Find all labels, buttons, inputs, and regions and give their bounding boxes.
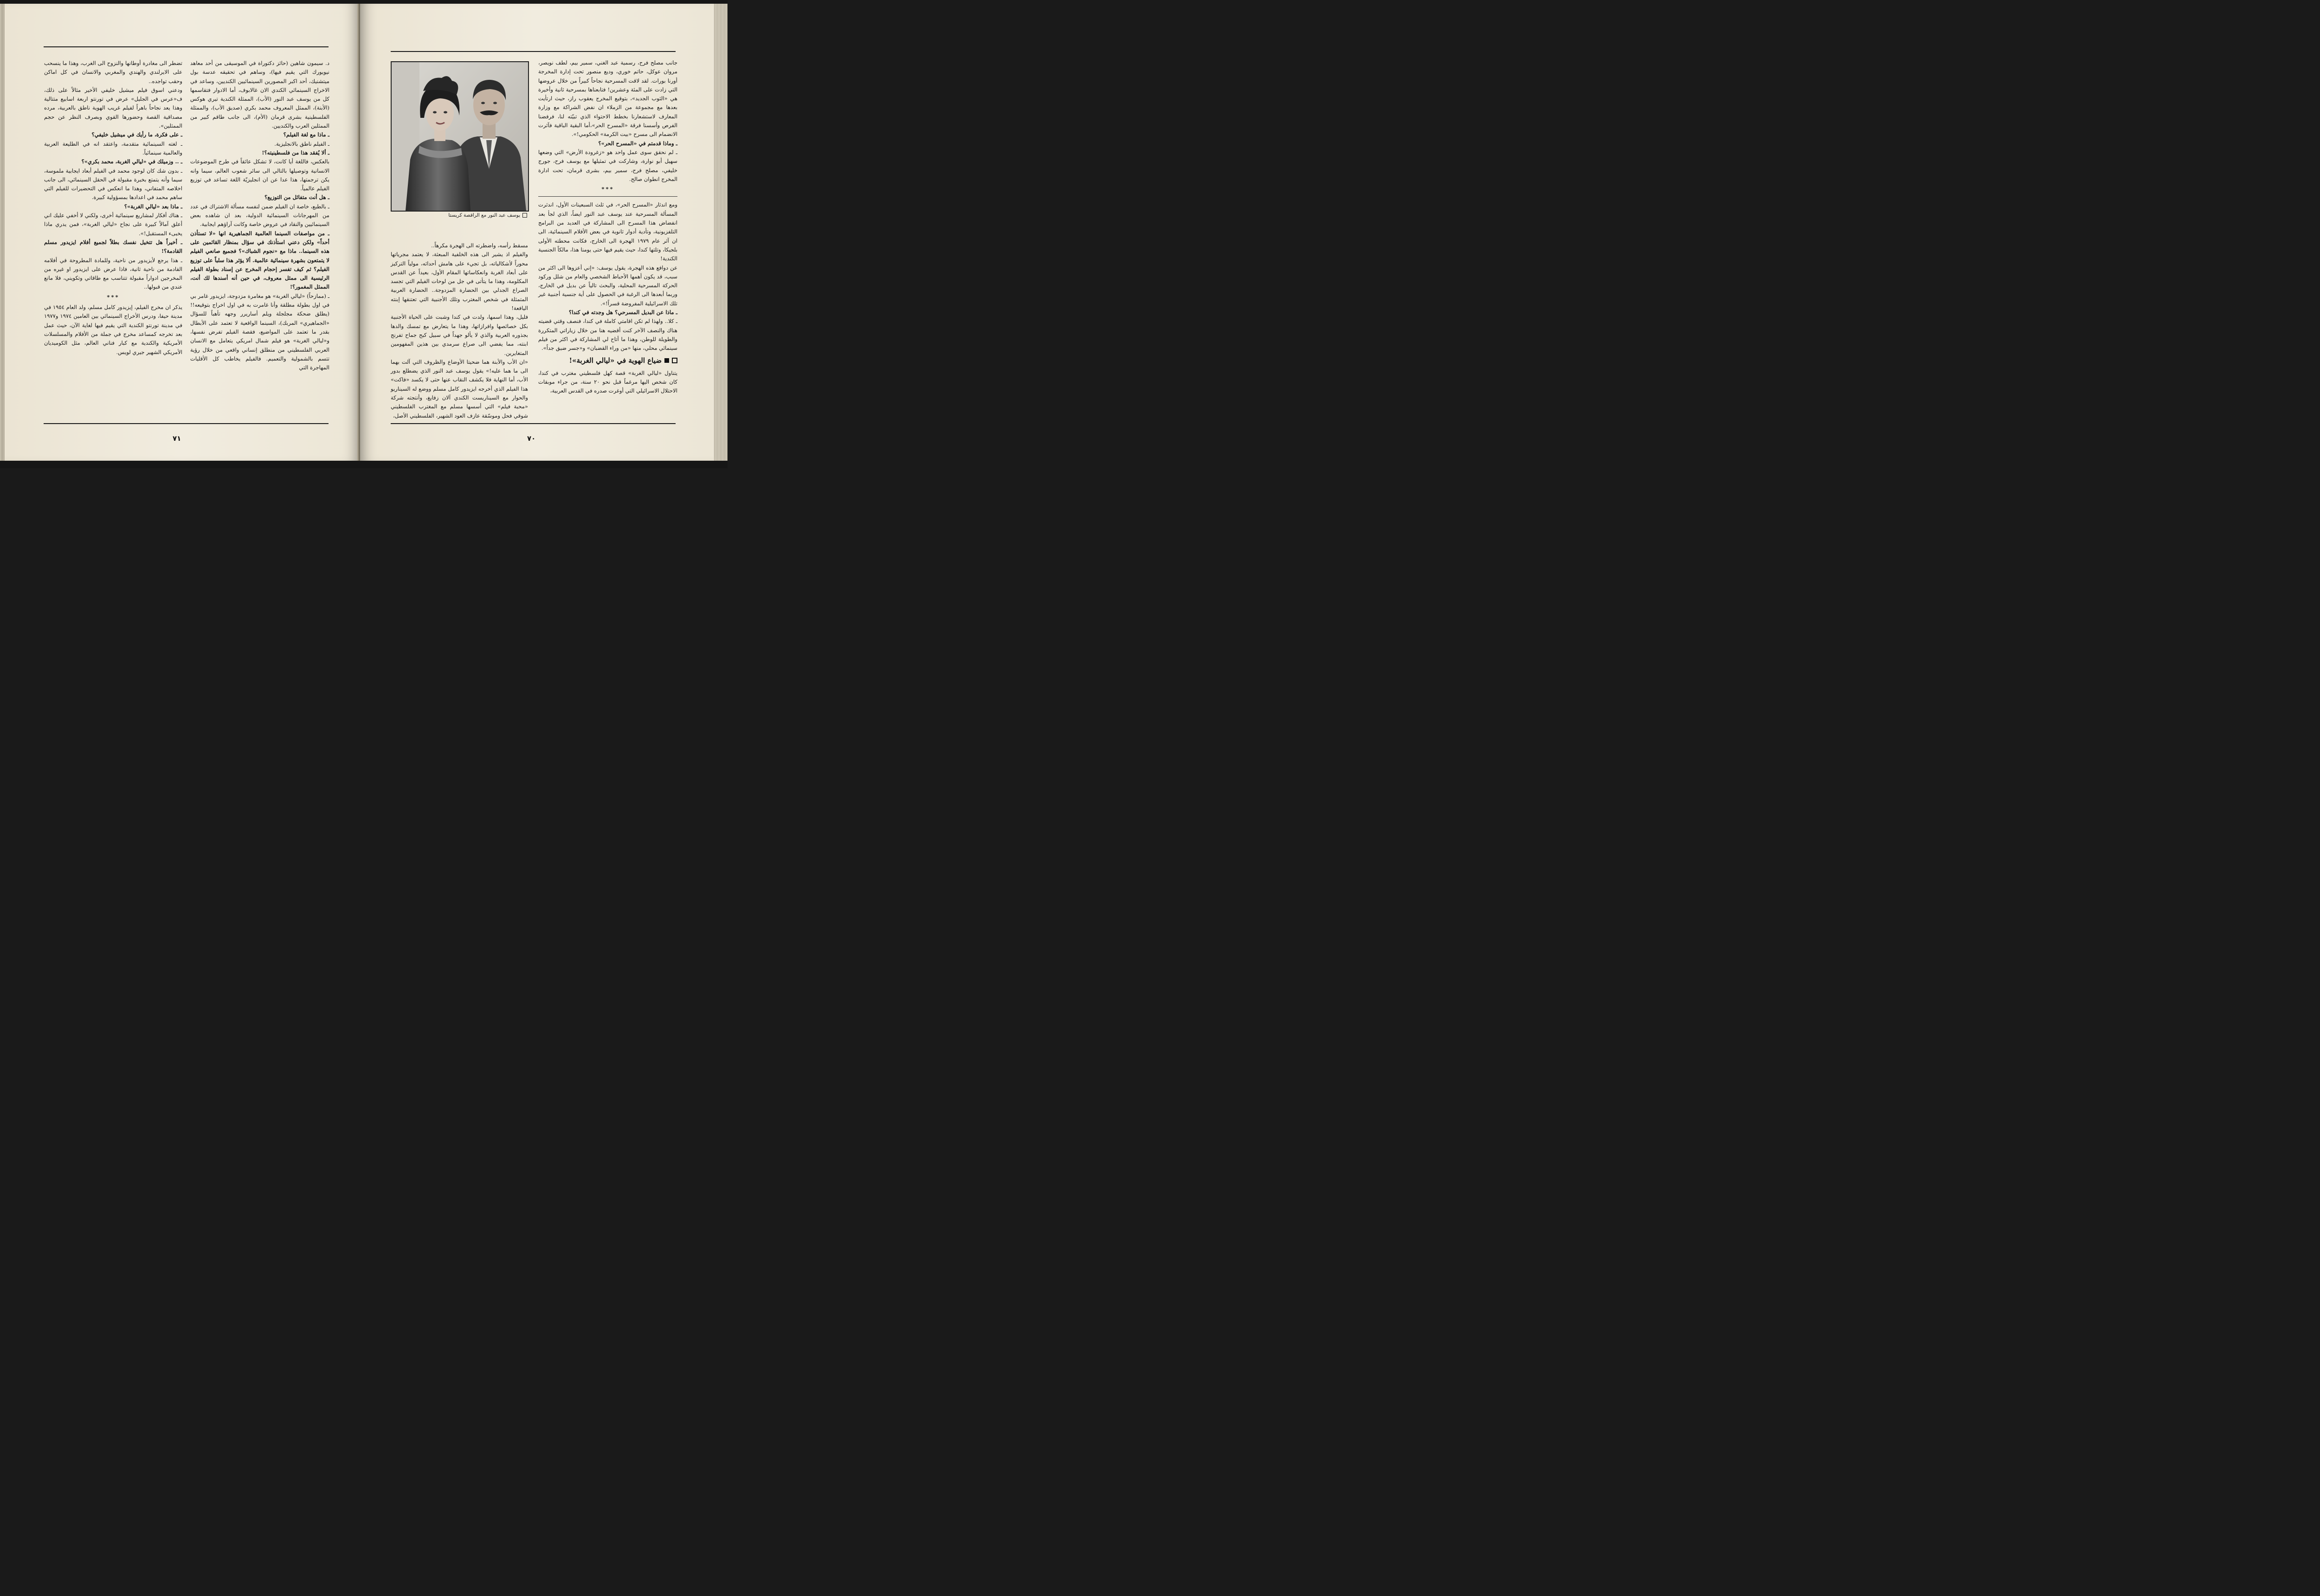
question: ـ ماذا بعد «ليالي الغربة»؟ [124,203,182,210]
paragraph: فليل، وهذا اسمها، ولدت في كندا وشبت على الحياة الأجنبية بكل خصائصها وافرازاتها، وهذا ما يتعارض مع تمسك والدها بجذوره العربية والذي لا يألو جهداً في سبيل كبح جماح تفرنج ابنته، مما يفضي الى صراع سرمدي بين هذين المفهومين المتغايرين. [391,314,528,356]
section-heading [538,355,677,366]
question: ـ ماذا عن البديل المسرحي؟ هل وجدته في كندا؟ [569,309,677,316]
caption-text: يوسف عبد النور مع الراقصة كريستا [448,212,520,218]
right-page-column-right [538,58,677,395]
answer: بالعكس، فاللغة أيا كانت، لا تشكل عائقاً في طرح الموضوعات الانسانية وتوصيلها بالتالي الى سائر شعوب العالم، سيما وانه يكن ترجمتها، هذا عدا عن ان انجليزيّة اللغة تساعد في توزيع الفيلم عالمياً. [190,158,329,192]
paragraph: د. سيمون شاهين (حائز دكتوراة في الموسيقى من أحد معاهد نيويورك التي يقيم فيها)، وساهم في تحقيقه عدسة بول ميتشنيك، أحد اكبر المصورين السينمائيين الكنديين، وساعد في الاخراج السينمائي الكندي الان غالابوف، أما الادوار فتقاسمها كل من يوسف عبد النور (الأب)، الممثلة الكندية تيري هوكس (الأبنة)، الممثل المعروف محمد بكري (صديق الأب)، والممثلة الفلسطينية بشرى قرمان (الأم)، الى جانب طاقم كبير من الممثلين العرب والكنديين. [190,60,329,129]
page-number-right: ٧٠ [527,434,536,443]
section-separator: *** [107,293,120,300]
question: ـ أخيراً هل تتخيل نفسك بطلاً لجميع أفلام ايزيدور مسلم القادمة؟! [44,238,182,255]
paragraph: جانب مصلح فرح، رسمية عبد الغني، سمير بيم، لطف نويصر، مروان عوكل، حاتم خوري، وديع منصور تحت إدارة المخرجة أورنا بورات. لقد لاقت المسرحية نجاحاً كبيراً من خلال عروضها التي زادت على المئة وعشرين! فتابعناها بمسرحية ثانية وأخيرة هي «الثوب الجديد»، بتوقيع المخرج يعقوب راز، حيث ارتأيت بعدها مع مجموعة من الزملاء ان نفض الشراكة مع وزارة المعارف لاستشعارنا بخطط الاحتواء الذي تبيّته لنا، فرفضنا الفرص وأسسنا فرقة «المسرح الحر»،أما البقية الباقية فآثرت الانضمام الى مسرح «بيت الكرمة» الحكومي!». [538,59,677,138]
photo-caption [391,212,527,218]
paragraph: عن دوافع هذه الهجرة، يقول يوسف: «إني أعزوها الى اكثر من سبب، قد يكون أهمها الأحباط الشخصي والعام من شلل وركود الحركة المسرحية المحلية، والبحث تالياً عن بديل في الخارج، وربما أبعدها الى الرغبة في الحصول على أية جنسية أجنبية غير تلك الاسرائيلية المفروضة قسراً!». [538,264,677,307]
paragraph: تضطر الى مغادرة أوطانها والنزوح الى الغرب، وهذا ما ينسحب على الايرلندي والهندي والمغربي والانسان في كل اماكن وحقب تواجده.. [44,60,182,84]
separator-line [538,196,677,197]
answer: ـ كلا.. ولهذا لم تكن اقامتي كاملة في كندا، فنصف وقتي قضيته هناك والنصف الآخر كنت أقضيه هنا من خلال زياراتي المتكررة والطويلة للوطن، وهذا ما أتاح لي المشاركة في اكثر من فيلم سينمائي محلي، منها «من وراء القضبان» و«جسر ضيق جداً». [538,318,677,352]
answer: ـ لغته السينمائية متقدمة، واعتقد انه في الطليعة العربية والعالمية سينمائياً. [44,140,182,156]
right-page-column-left [391,241,528,420]
heading-square-filled-icon [664,358,669,363]
answer: ـ (ممازحاً) «ليالي الغربة» هو مغامرة مزدوجة، ايزيدور غامر بي في اول بطولة مطلقة وأنا غامرت به في اول اخراج بتوقيعه!! (يطلق ضحكة مجلجلة ويلم أساريرر وجهه تأهباً للسؤال «الجماهيري» المربك)، السينما الواقعية لا تعتمد على الأبطال بقدر ما تعتمد على المواضيع، فقصة الفيلم تفرض نفسها، و«ليالي الغربة» هو فيلم شمال امريكي يتعامل مع الانسان العربي الفلسطيني من منطلق إنساني واقعي من خلال رؤية تتسم بالشمولية والتعميم. فالفيلم يخاطب كل الأقليات المهاجرة التي [190,292,329,371]
book-spread [0,0,728,468]
paragraph: «ان الأب والأبنة هما ضحيتا الأوضاع والظروف التي آلت بهما الى ما هما عليه!» يقول يوسف عبد النور الذي يضطلع بدور الأب، أما النهاية فلا يكشف النقاب عنها حتى لا يكسد «فاكت» هذا الفيلم الذي أخرجه ايزيدور كامل مسلم ووضع له السيناريو والحوار مع السيناريست الكندي آلان زفايغ، وأنتجته شركة «محبة فيلم» التي أسسها مسلم مع المغترب الفلسطيني شوقي فحل وموسّقة عازف العود الشهير، الفلسطيني الأصل، [391,358,528,419]
page-stack-right-edge [714,4,728,461]
section-separator: *** [601,186,614,193]
answer: ـ الفيلم ناطق بالانجليزية. [274,140,329,147]
heading-text: ضياع الهوية في «ليالي الغربة»! [569,356,662,365]
paragraph: ومع اندثار «المسرح الحر»، في ثلث السبعينات الأول، اندثرت المسألة المسرحية عند يوسف عبد النور ايضاً، الذي لجأ بعد انفضاض هذا المسرح الى المشاركة في العديد من البرامج التلفزيونية، وتأدية أدوار ثانوية في بعض الأفلام السينمائية، الى ان آثر عام ١٩٧٩ الهجرة الى الخارج، فكانت محطته الأولى بلجيكا، وتلتها كندا، حيث يقيم فيها حتى يومنا هذا، مالكاً الجنسية الكندية! [538,201,678,262]
photo-of-couple [391,61,529,212]
question: ـ .. وزميلك في «ليالي الغربة، محمد بكري»؟ [81,158,182,165]
question: ـ هل أنت متفائل من التوزيع؟ [264,194,329,201]
bottom-rule-left [44,423,329,424]
question: ـ ماذا مع لغة الفيلم؟ [283,131,329,138]
photo-illustration [392,62,528,211]
question: ـ من مواصفات السينما العالمية الجماهيرية انها «لا تستأذن أحداً» ولكن دعني استأذنك في سؤال بمنظار القائمين على هذه السينما.. ماذا مع «نجوم الشباك»؟ فجميع صانعي الفيلم لا يتمتعون بشهرة سينمائية عالمية. ألا يؤثر هذا سلباً على توزيع الفيلم؟ ثم كيف تفسر إحجام المخرج عن إسناد بطولة الفيلم الرئيسية الى ممثل معروف، في حين أنه أسندها لك أنت، الممثل المغمور؟! [190,230,329,290]
paragraph: مسقط رأسه، واضطرته الى الهجرة مكرهاً.. [431,242,528,249]
paragraph: ودعني اسوق فيلم ميشيل خليفي الأخير مثالاً على ذلك، ف«عرس في الجليل» عرض في تورنتو اربعة اسابيع متتالية وهذا يعد نجاحاً باهراً لفيلم غريب الهوية ناطق بالعربية، مرده مصداقية القصة وحضورها القوي وبصرف النظر عن حجم الممثلين». [44,86,182,129]
left-page-column-right [190,59,329,372]
bottom-rule-right [391,423,676,424]
page-stack-left-edge [0,4,5,461]
answer: ـ هذا يرجع لأيزيدور من ناحية، وللمادة المطروحة في أفلامه القادمة من ناحية ثانية، فاذا عرض على ايزيدور او غيره من المخرجين ادواراً مقبولة تتناسب مع طاقاتي وتكويني، فلا مانع عندي من قبولها.. [44,257,182,290]
paragraph: والفيلم اذ يشير الى هذه الخلفية المبعثة، لا يعتمد مجرياتها محوراً لأشكالياته، بل تجيء على هامش أحداثه، مولياً التركيز على أبعاد الغربة وانعكاساتها المقام الأول، بعيداً عن القدس المكلومة، وهذا ما يتأتى في جل من لوحات الفيلم التي تجسد الصراع الجدلي بين الحضارة المزدوجة.. الحضارة العربية المتمثلة في شخص المغترب وتلك الأجنبية التي تعتنقها إبنته اليافعة! [391,251,528,312]
answer: ـ بدون شك كان لوجود محمد في الفيلم أبعاد ايجابية ملموسة، سيما وأنه يتمتع بخبرة مقبولة في الحقل السينمائي، الى جانب اخلاصه المتفاني، وهذا ما انعكس في التحضيرات للفيلم التي ساهم محمد في اعدادها بمسؤولية كبيرة. [44,167,182,201]
answer: ـ لم نحقق سوى عمل واحد هو «زغرودة الأرض» التي وضعها سهيل أبو نوارة، وشاركت في تمثيلها مع يوسف فرح، جورج خليفي، مصلح فرح، سمير بيم، بشرى قرمان، تحت ادارة المخرج انطوان صالح. [538,148,677,182]
caption-bullet-icon [522,213,527,218]
question: ـ وماذا قدمتم في «المسرح الحر»؟ [598,140,677,147]
top-rule-right [391,51,676,52]
paragraph: يتناول «ليالي الغربة» قصة كهل فلسطيني مغترب في كندا، كان شخص اليها مرغماً قبل نحو ٢٠ سنة، من جراء موبقات الاحتلال الاسرائيلي التي أوغرت صدره في القدس العربية، [538,369,677,394]
heading-square-outline-icon [672,358,677,363]
top-rule-left [44,46,329,47]
page-number-left: ٧١ [173,434,181,443]
question: ـ على فكرة، ما رأيك في ميشيل خليفي؟ [91,131,182,138]
question: ـ ألا يُفقد هذا من فلسطينيته؟! [262,149,329,156]
answer: ـ بالطبع، خاصة ان الفيلم ضمن لنفسه مسألة الاشتراك في عدد من المهرجانات السينمائية الدولية، بعد ان شاهده بعض السينمائيين والنقاد في عروض خاصة وكانت آراؤهم ايجابية. [190,203,329,228]
left-page-column-left [44,59,182,357]
paragraph: يذكر ان مخرج الفيلم، إيزيدور كامل مسلم، ولد العام ١٩٥٤ في مدينة حيفا، ودرس الأخراج السينمائي بين العامين ١٩٧٤ و١٩٧٧ في مدينة تورنتو الكندية التي يقيم فيها لغاية الآن، حيث عمل بعد تخرجه كمساعد مخرج في جملة من الأفلام والمسلسلات الأمريكية والكندية مع كبار فناني العالم، مثل الكوميديان الأمريكي الشهير جيري لويس. [44,304,182,355]
answer: ـ هناك أفكار لمشاريع سينمائية أخرى، ولكني لا أخفي عليك اني أعلق آمالاً كبيرة على نجاح «ليالي الغربة»، فمن يدري ماذا يخبىء المستقبل!». [44,212,182,237]
